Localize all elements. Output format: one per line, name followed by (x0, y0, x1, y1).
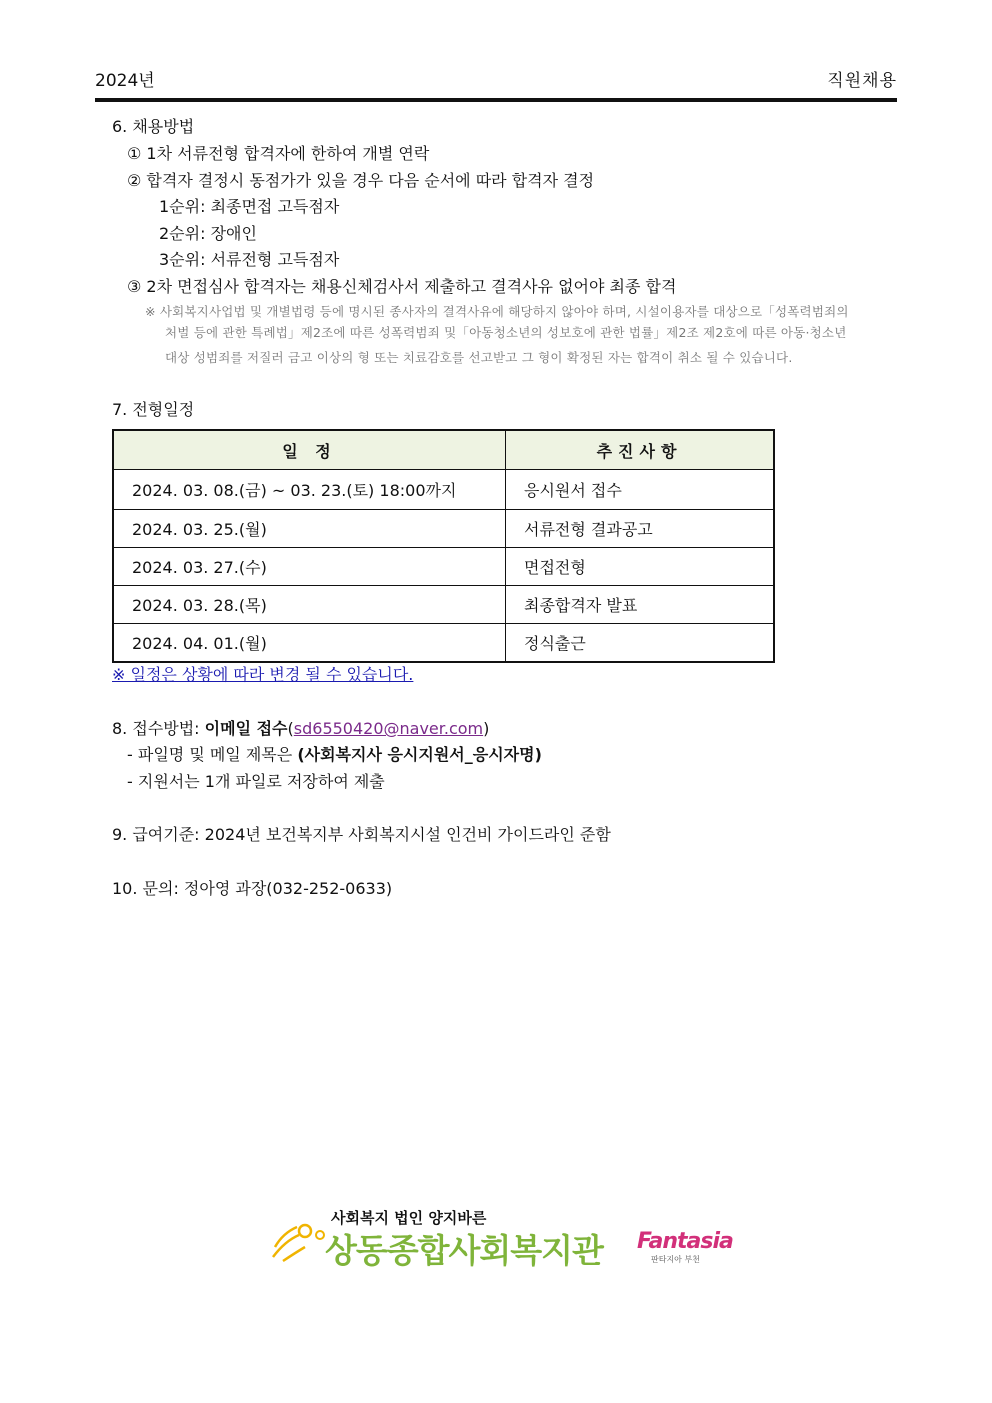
section8-line2: - 지원서는 1개 파일로 저장하여 제출 (127, 772, 385, 791)
table-row (113, 510, 774, 548)
row-date: 2024. 03. 08.(금) ~ 03. 23.(토) 18:00까지 (113, 470, 506, 510)
table-header-row (113, 430, 774, 470)
row-date: 2024. 04. 01.(월) (113, 624, 506, 663)
note-line3: 대상 성범죄를 저질러 금고 이상의 형 또는 치료감호를 선고받고 그 형이 확정된 자는 합격이 취소 될 수 있습니다. (165, 350, 793, 365)
section8-line1 (127, 745, 542, 765)
table-row (113, 548, 774, 586)
rank2: 2순위: 장애인 (159, 224, 257, 243)
section8-prefix: 8. 접수방법: (112, 719, 205, 738)
table-row (113, 624, 774, 663)
fantasia-brand: Fantasia (637, 1229, 733, 1254)
welfare-center-logo (265, 1205, 735, 1275)
row-task: 서류전형 결과공고 (506, 510, 775, 548)
table-header-task: 추진사항 (506, 430, 775, 470)
schedule-table (112, 429, 775, 663)
page-header (95, 66, 897, 102)
schedule-notice: ※ 일정은 상황에 따라 변경 될 수 있습니다. (112, 665, 414, 684)
section6-item2: ② 합격자 결정시 동점가가 있을 경우 다음 순서에 따라 합격자 결정 (127, 171, 595, 190)
row-date: 2024. 03. 25.(월) (113, 510, 506, 548)
section6-heading: 6. 채용방법 (112, 117, 195, 136)
row-task: 면접전형 (506, 548, 775, 586)
table-header-date: 일 정 (113, 430, 506, 470)
header-title: 직원채용 (827, 71, 897, 91)
section9-text: 9. 급여기준: 2024년 보건복지부 사회복지시설 인건비 가이드라인 준함 (112, 825, 611, 844)
note-line2: 처벌 등에 관한 특례법」제2조에 따른 성폭력범죄 및「아동청소년의 성보호에 관한 법률」제2조 제2호에 따른 아동·청소년 (165, 325, 847, 340)
row-task: 응시원서 접수 (506, 470, 775, 510)
table-row (113, 586, 774, 624)
row-task: 최종합격자 발표 (506, 586, 775, 624)
line1-format: (사회복지사 응시지원서_응시자명) (297, 745, 542, 764)
note-line1: ※ 사회복지사업법 및 개별법령 등에 명시된 종사자의 결격사유에 해당하지 않아야 하며, 시설이용자를 대상으로「성폭력범죄의 (145, 304, 849, 319)
logo-center-name: 상동종합사회복지관 (325, 1231, 603, 1270)
email-link[interactable]: sd6550420@naver.com (293, 719, 484, 738)
fantasia-subtext: 판타지아 부천 (651, 1255, 700, 1264)
logo-corp-name: 사회복지 법인 양지바른 (331, 1209, 487, 1227)
section6-item3: ③ 2차 면접심사 합격자는 채용신체검사서 제출하고 결격사유 없어야 최종 합격 (127, 277, 677, 296)
table-row (113, 470, 774, 510)
section6-item1: ① 1차 서류전형 합격자에 한하여 개별 연락 (127, 144, 430, 163)
section8-heading: 8. 접수방법: 이메일 접수(sd6550420@naver.com) (112, 719, 490, 738)
fantasia-logo (637, 1229, 733, 1265)
row-date: 2024. 03. 27.(수) (113, 548, 506, 586)
header-year: 2024년 (95, 71, 155, 91)
row-date: 2024. 03. 28.(목) (113, 586, 506, 624)
row-task: 정식출근 (506, 624, 775, 663)
line1-prefix: - 파일명 및 메일 제목은 (127, 745, 298, 764)
section7-heading: 7. 전형일정 (112, 400, 195, 419)
rank3: 3순위: 서류전형 고득점자 (159, 250, 340, 269)
submission-method: 이메일 접수 (204, 719, 288, 738)
rank1: 1순위: 최종면접 고득점자 (159, 197, 340, 216)
header-rule (95, 98, 897, 102)
section10-text: 10. 문의: 정아영 과장(032-252-0633) (112, 879, 393, 898)
